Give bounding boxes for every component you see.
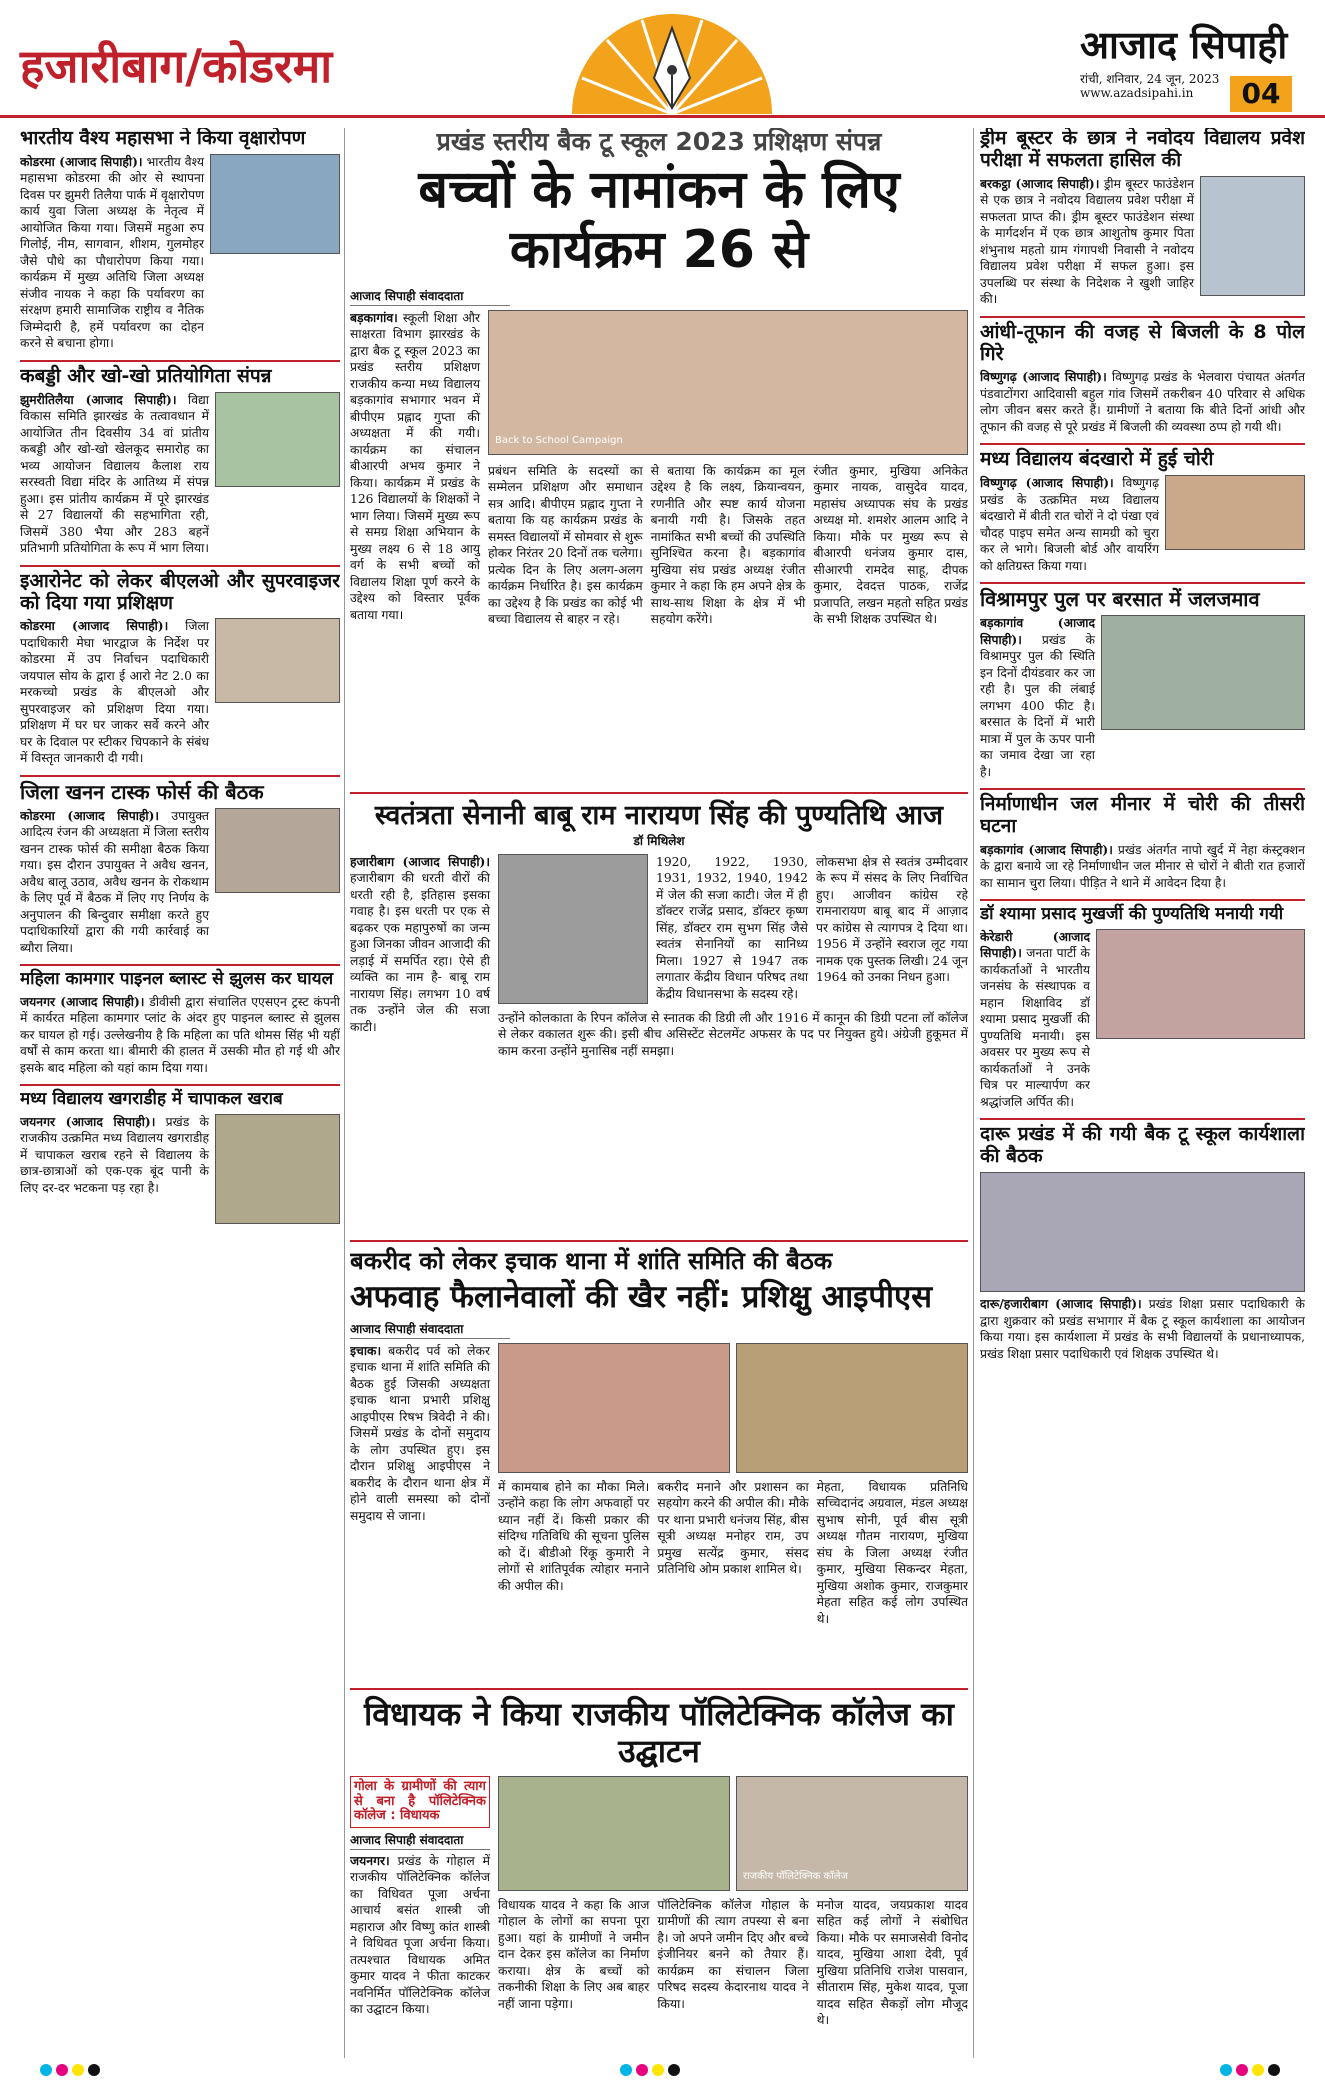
freedom-fighter-story [350,792,968,1232]
photo-peace-meeting-1 [498,1343,730,1473]
poly-headline: विधायक ने किया राजकीय पॉलिटेक्निक कॉलेज का उद्घाटन [364,1695,954,1770]
website-link[interactable]: www.azadsipahi.in [1080,86,1194,100]
article-text: विद्या विकास समिति झारखंड के तत्वावधान में आयोजित तीन दिवसीय 34 वां प्रांतीय कबड्डी और खो-खो खेलकूद समारोह का भव्य आयोजन विद्यालय कैलाश राय सरस्वती विद्या मंदिर के आतिथ्य में संपन्न हुआ। इस प्रांतीय कार्यक्रम में पूरे झारखंड से 27 विद्यालयों की सहभागिता रही, जिसमें 380 भैया और 283 बहनें प्रतिभागी प्रतियोगिता के रूप में भाग लिया। [20,392,209,556]
peace-committee-story [350,1240,968,1680]
photo-inauguration-1 [498,1776,730,1891]
photo-back-to-school [488,310,968,455]
article-text: बकरीद मनाने और प्रशासन का सहयोग करने की अपील की। मौके पर थाना प्रभारी धनंजय सिंह, बीस सूत्री अध्यक्ष मनोहर राम, उप प्रमुख सत्येंद्र कुमार, संसद प्रतिनिधि ओम प्रकाश शामिल थे। [657,1479,809,1577]
article-text: प्रखंड अंतर्गत नापो खुर्द में नेहा कंस्ट्रक्शन के द्वारा बनाये जा रहे निर्माणाधीन जल मीनार से चोरों ने बीती रात हजारों का सामान चुरा लिया। पीड़ित ने थाने में आवेदन दिया है। [980,842,1305,890]
article-text: स्कूली शिक्षा और साक्षरता विभाग झारखंड के द्वारा बैक टू स्कूल 2023 का प्रखंड स्तरीय प्रशिक्षण राजकीय कन्या मध्य विद्यालय बड़कागांव सभागार भवन में बीपीएम प्रह्लाद गुप्ता की अध्यक्षता में की गयी। कार्यक्रम का संचालन बीआरपी अभय कुमार ने किया। कार्यक्रम में प्रखंड के 126 विद्यालयों के शिक्षकों ने भाग लिया। जिसमें मुख्य रूप से समग्र शिक्षा अभियान के मुख्य लक्ष्य 6 से 18 आयु वर्ग के सभी बच्चों को विद्यालय शिक्षा पूर्ण करने के उद्देश्य को विस्तार पूर्वक बताया गया। [350,310,480,622]
headline-mukherjee: डॉ श्यामा प्रसाद मुखर्जी की पुण्यतिथि मनायी गयी [980,899,1305,925]
dateline: कोडरमा (आजाद सिपाही)। [20,618,169,634]
article-text: विष्णुगढ़ प्रखंड के भेलवारा पंचायत अंतर्गत पंडवाटोंगरा आदिवासी बहुल गांव जिसमें तकरीबन 40 परिवार से अधिक लोग जीवन बसर करते हैं। ग्रामीणों ने बताया कि बीते दिनों आंधी और तूफान की वजह से पूरे प्रखंड में बिजली की व्यवस्था ठप्प हो गयी थी। [980,370,1305,434]
article-text: उपायुक्त आदित्य रंजन की अध्यक्षता में जिला स्तरीय खनन टास्क फोर्स की समीक्षा बैठक किया गया। इस दौरान उपायुक्त ने अवैध खनन, अवैध बालू उठाव, अवैध खनन के रोकथाम के लिए पूर्व में बैठक में लिए गए निर्णय के अनुपालन की बिन्दुवार समीक्षा करते हुए पदाधिकारियों द्वारा की गयी कार्रवाई का ब्यौरा लिया। [20,808,209,955]
dateline: बड़कागांव। [350,309,398,325]
article-text: बकरीद पर्व को लेकर इचाक थाना में शांति समिति की बैठक हुई जिसकी अध्यक्षता इचाक थाना प्रभारी प्रशिक्षु आइपीएस रिषभ त्रिवेदी ने की। जिसमें प्रखंड के दोनों समुदाय के लोग उपस्थित हुए। इस दौरान प्रशिक्षु आइपीएस ने बकरीद के दौरान थाना क्षेत्र में होने वाली समस्या को दोनों समुदाय से जाना। [350,1343,490,1523]
headline-eronet: इआरोनेट को लेकर बीएलओ और सुपरवाइजर को दिया गया प्रशिक्षण [20,565,340,615]
section-title: हजारीबाग/कोडरमा [20,39,333,93]
photo-meeting [215,808,340,893]
registration-marks-right [1220,2064,1280,2078]
photo-workshop [980,1172,1305,1292]
article-text: से बताया कि कार्यक्रम का मूल उद्देश्य है कि लक्ष्य, क्रियान्वयन, रणनीति और स्पष्ट कार्य योजना बनायी गयी है। जिसके तहत नामांकित सभी बच्चों की उपस्थिति सुनिश्चित करना है। बड़कागांव मुखिया संघ प्रखंड अध्यक्ष रंजीत कुमार ने कहा कि हम अपने क्षेत्र के साथ-साथ शिक्षा के क्षेत्र में भी सहयोग करेंगे। [650,463,806,627]
photo-peace-meeting-2 [736,1343,968,1473]
article-text: जिला पदाधिकारी मेघा भारद्वाज के निर्देश पर कोडरमा में उप निर्वाचन पदाधिकारी जयपाल सोय के द्वारा ई आरो नेट 2.0 का मरकच्चो प्रखंड के बीएलओ और सुपरवाइजर को प्रशिक्षण दिया गया। प्रशिक्षण में घर घर जाकर सर्वे करने और घर के दिवाल पर स्टीकर चिपकाने के संबंध में विस्तृत जानकारी दी गयी। [20,619,209,766]
pen-nib-sunrise-icon [562,8,782,114]
headline-handpump: मध्य विद्यालय खगराडीह में चापाकल खराब [20,1084,340,1110]
dateline: झुमरीतिलैया (आजाद सिपाही)। [20,391,177,407]
article-text: में कामयाब होने का मौका मिले। उन्होंने कहा कि लोग अफवाहों पर ध्यान नहीं दें। किसी प्रकार की संदिग्ध गतिविधि की सूचना पुलिस को दें। बीडीओ रिंकू कुमारी ने लोगों से शांतिपूर्वक त्योहार मनाने की अपील की। [498,1479,650,1593]
article-text: मनोज यादव, जयप्रकाश यादव सहित कई लोगों ने संबोधित किया। मौके पर समाजसेवी विनोद यादव, मुखिया आशा देवी, पूर्व मुखिया प्रतिनिधि राजेश पासवान, सीताराम सिंह, मुकेश यादव, पूजा यादव सहित सैकड़ों लोग मौजूद थे। [816,1897,968,2028]
byline: आजाद सिपाही संवाददाता [350,1321,510,1339]
headline-theft: मध्य विद्यालय बंदखारो में हुई चोरी [980,443,1305,471]
student-photo [1200,176,1305,296]
photo-bridge [1101,615,1305,730]
column-divider [344,128,345,2058]
dateline: बड़कागांव (आजाद सिपाही)। [980,841,1113,857]
ipps-headline: अफवाह फैलानेवालों की खैर नहीं: प्रशिक्षु आइपीएस [350,1278,933,1315]
registration-marks-left [40,2064,100,2078]
pull-quote: गोला के ग्रामीणों की त्याग से बना है पॉलिटेक्निक कॉलेज : विधायक [350,1776,490,1829]
article-text: लोकसभा क्षेत्र से स्वतंत्र उम्मीदवार के रूप में संसद के लिए निर्वाचित हुए। आजीवन कांग्रेस रहे रामनारायण बाबू बाद में आज़ाद पर कांग्रेस से त्यागपत्र दे दिया था। 1956 में उन्होंने स्वराज लूट गया नामक एक पुस्तक लिखी। 24 जून 1964 को उनका निधन हुआ। [816,854,968,985]
byline: आजाद सिपाही संवाददाता [350,1832,490,1850]
headline-vaishya: भारतीय वैश्य महासभा ने किया वृक्षारोपण [20,128,306,149]
article-text: प्रखंड शिक्षा प्रसार पदाधिकारी के द्वारा शुक्रवार को प्रखंड सभागार में बैक टू स्कूल कार्यशाला का आयोजन किया गया। इस कार्यशाला में प्रखंड के सभी विद्यालयों के प्रधानाध्यापक, प्रखंड शिक्षा प्रसार पदाधिकारी एवं शिक्षक उपस्थित थे। [980,1297,1305,1361]
headline-bridge: विश्रामपुर पुल पर बरसात में जलजमाव [980,582,1305,611]
portrait-photo [498,854,648,1004]
registration-marks-center [620,2064,680,2078]
article-text: उन्होंने कोलकाता के रिपन कॉलेज से स्नातक की डिग्री ली और 1916 में कानून की डिग्री पटना लॉ कॉलेज से लेकर वकालत शुरू की। इसी बीच असिस्टेंट सेटलमेंट अफसर के पद पर नियुक्त हुये। अंग्रेजी हुकूमत में काम करना उन्होंने मुनासिब नहीं समझा। [498,1010,968,1058]
issue-date: रांची, शनिवार, 24 जून, 2023 [1080,72,1220,86]
article-text: विधायक यादव ने कहा कि आज गोहाल के लोगों का सपना पूरा हुआ। यहां के ग्रामीणों ने जमीन दान देकर इस कॉलेज का निर्माण कराया। क्षेत्र के बच्चों को तकनीकी शिक्षा के लिए अब बाहर नहीं जाना पड़ेगा। [498,1897,650,2011]
article-text: डीवीसी द्वारा संचालित एएसएन ट्रस्ट कंपनी में कार्यरत महिला कामगार प्लांट के अंदर हुए पाइनल ब्लास्ट से झुलस कर घायल हो गई। उल्लेखनीय है कि महिला का पति थोमस सिंह भी यहीं वर्षों से काम करता था। बीमारी की हालत में उसकी मौत हो गई थी और इसके बाद महिला को यहां काम दिया गया। [20,994,340,1075]
article-text: पॉलिटेक्निक कॉलेज गोहाल के ग्रामीणों की त्याग तपस्या से बना है। जो अपने जमीन दिए और बच्चे इंजीनियर बनने को तैयार हैं। कार्यक्रम का संचालन जिला परिषद सदस्य केदारनाथ यादव ने किया। [657,1897,809,2011]
article-text: ड्रीम बूस्टर फाउंडेशन से एक छात्र ने नवोदय विद्यालय प्रवेश परीक्षा में सफलता प्राप्त की। ड्रीम बूस्टर फाउंडेशन संस्था के मार्गदर्शन में एक छात्र आशुतोष कुमार पिता शंभुनाथ महतो ग्राम गंगापथी निवासी ने नवोदय विद्यालय प्रवेश परीक्षा में सफल हुआ। इस उपलब्धि पर संस्था के निदेशक ने खुशी जाहिर की। [980,176,1195,307]
right-column [980,128,1305,2058]
left-column [20,128,340,2058]
article-text: विष्णुगढ़ प्रखंड के उत्क्रमित मध्य विद्यालय बंदखारो में बीती रात चोरों ने दो पंखा एवं चौदह पाइप समेत अन्य सामग्री को चुरा कर ले भागे। बिजली बोर्ड और वायरिंग को क्षतिग्रस्त किया गया। [980,476,1159,573]
byline: आजाद सिपाही संवाददाता [350,288,510,306]
lead-headline: बच्चों के नामांकन के लिए कार्यक्रम 26 से [418,159,900,280]
photo-caption: राजकीय पॉलिटेक्निक कॉलेज [743,1871,848,1883]
dateline: दारू/हजारीबाग (आजाद सिपाही)। [980,1296,1142,1312]
dateline: बरकट्ठा (आजाद सिपाही)। [980,175,1100,191]
dateline: इचाक। [350,1342,382,1358]
headline-navodaya: ड्रीम बूस्टर के छात्र ने नवोदय विद्यालय प्रवेश परीक्षा में सफलता हासिल की [980,128,1305,171]
photo-inauguration-2 [736,1776,968,1891]
article-text: जनता पार्टी के कार्यकर्ताओं ने भारतीय जनसंघ के संस्थापक व महान शिक्षाविद डॉ श्यामा प्रसाद मुखर्जी की पुण्यतिथि मनायी। इस अवसर पर मुख्य रूप से कार्यकर्ताओं ने उनके चित्र पर माल्यार्पण कर श्रद्धांजलि अर्पित की। [980,946,1090,1109]
column-divider [973,128,974,2058]
dateline: हजारीबाग (आजाद सिपाही)। [350,853,490,869]
headline-kabaddi: कबड्डी और खो-खो प्रतियोगिता संपन्न [20,360,340,388]
headline-daru-workshop: दारू प्रखंड में की गयी बैक टू स्कूल कार्यशाला की बैठक [980,1118,1305,1168]
photo-kabaddi [215,392,340,487]
article-text: प्रखंड के विश्रामपुर पुल की स्थिति इन दिनों दीयंडवार कर जा रही है। पुल की लंबाई लगभग 400 फीट है। बरसात के दिनों में भारी मात्रा में पुल के ऊपर पानी का जमाव देखा जा रहा है। [980,632,1095,779]
lead-story [350,128,968,778]
photo-plantation [210,154,340,254]
dateline: जयनगर। [350,1852,390,1868]
photo-tribute [1096,929,1305,1039]
article-text: हजारीबाग की धरती वीरों की धरती रही है, इतिहास इसका गवाह है। इस धरती पर एक से बढ़कर एक महापुरुषों का जन्म हुआ जिनका जीवन आजादी की लड़ाई में समर्पित रहा। ऐसे ही व्यक्ति का नाम है- बाबू राम नारायण सिंह। लगभग 10 वर्ष तक उन्होंने जेल की सजा काटी। [350,871,490,1034]
photo-school [1165,475,1305,550]
photo-caption: Back to School Campaign [495,435,623,447]
article-text: प्रबंधन समिति के सदस्यों का सम्मेलन प्रशिक्षण और समाधान सत्र आदि। बीपीएम प्रह्लाद गुप्ता ने बताया कि यह कार्यक्रम प्रखंड के समस्त विद्यालयों में सोमवार से शुरू होकर निरंतर 20 दिनों तक चलेगा। प्रत्येक दिन के लिए अलग-अलग कार्यक्रम निर्धारित है। इस कार्यक्रम का उद्देश्य है कि प्रखंड का कोई भी बच्चा विद्यालय से बाहर न रहे। [488,463,643,627]
author: डॉ मिथिलेश [633,834,685,849]
dateline: केरेडारी (आजाद सिपाही)। [980,928,1090,961]
dateline: जयनगर (आजाद सिपाही)। [20,1113,156,1129]
headline-blast: महिला कामगार पाइनल ब्लास्ट से झुलस कर घायल [20,964,340,990]
polytechnic-story [350,1688,968,2058]
headline-water-tower: निर्माणाधीन जल मीनार में चोरी की तीसरी घटना [980,788,1305,838]
photo-handpump [215,1114,340,1224]
dateline: कोडरमा (आजाद सिपाही)। [20,153,143,169]
masthead [0,0,1325,118]
dateline: जयनगर (आजाद सिपाही)। [20,993,145,1009]
article-text: प्रखंड के राजकीय उत्क्रमित मध्य विद्यालय खगराडीह में चापाकल खराब रहने से विद्यालय के छात्र-छात्राओं को एक-एक बूंद पानी के लिए दर-दर भटकना पड़ रहा है। [20,1114,209,1195]
article-text: मेहता, विधायक प्रतिनिधि सच्चिदानंद अग्रवाल, मंडल अध्यक्ष सुभाष सोनी, पूर्व बीस सूत्री अध्यक्ष गौतम नारायण, मुखिया संघ के जिला अध्यक्ष रंजीत कुमार, मुखिया सिकन्दर मेहता, मुखिया अशोक कुमार, राजकुमार मेहता सहित कई लोग उपस्थित थे। [816,1479,968,1626]
ipps-kicker: बकरीद को लेकर इचाक थाना में शांति समिति की बैठक [350,1247,833,1275]
article-text: प्रखंड के गोहाल में राजकीय पॉलिटेक्निक कॉलेज का विधिवत पूजा अर्चना आचार्य बसंत शास्त्री जी महाराज और विष्णु कांत शास्त्री ने विधिवत पूजा अर्चना किया। तत्पश्चात विधायक अमित कुमार यादव ने फीता काटकर नवनिर्मित पॉलिटेक्निक कॉलेज का उद्घाटन किया। [350,1853,490,2017]
dateline: विष्णुगढ़ (आजाद सिपाही)। [980,475,1114,491]
article-text: 1920, 1922, 1930, 1931, 1932, 1940, 1942 में जेल की सजा काटी। जेल में ही डॉक्टर राजेंद्र प्रसाद, डॉक्टर कृष्ण सिंह, डॉक्टर राम सुभग सिंह जैसे स्वतंत्र सेनानियों का सानिध्य मिला। 1927 से 1947 तक लगातार केंद्रीय विधान परिषद तथा केंद्रीय विधानसभा के सदस्य रहे। [656,854,808,1001]
dateline: विष्णुगढ़ (आजाद सिपाही)। [980,369,1107,385]
headline-mining: जिला खनन टास्क फोर्स की बैठक [20,775,340,804]
article-text: भारतीय वैश्य महासभा कोडरमा की ओर से स्थापना दिवस पर झुमरी तिलैया पार्क में वृक्षारोपण कार्य युवा जिला अध्यक्ष के नेतृत्व में आयोजित किया गया। जिसमें महुआ रुप गिलोई, नीम, सागवान, शीशम, गुलमोहर जैसे पौधे का पौधारोपण किया गया। कार्यक्रम में मुख्य अतिथि जिला अध्यक्ष संजीव नायक ने कहा कि पर्यावरण का संरक्षण हमारी सामाजिक राष्ट्रीय व नैतिक जिम्मेदारी है, हमें पर्यावरण का दोहन करने से बचाना होगा। [20,154,204,351]
lead-kicker: प्रखंड स्तरीय बैक टू स्कूल 2023 प्रशिक्षण संपन्न [436,128,882,156]
newspaper-title: आजाद सिपाही [1080,23,1288,67]
article-text: रंजीत कुमार, मुखिया अनिकेत कुमार नायक, वासुदेव यादव, महासंघ अध्यापक संघ के प्रखंड अध्यक्ष मो. शमशेर आलम आदि ने किया। मौके पर मुख्य रूप से बीआरपी धनंजय कुमार दास, सीआरपी रामदेव साहू, दीपक कुमार, देवदत्त पाठक, राजेंद्र प्रजापति, लखन महतो सहित प्रखंड के सभी शिक्षक उपस्थित थे। [813,463,968,627]
dateline: बड़कागांव (आजाद सिपाही)। [980,615,1095,647]
page-number: 04 [1230,76,1292,112]
photo-training [215,618,340,703]
dateline: कोडरमा (आजाद सिपाही)। [20,807,160,823]
freedom-headline: स्वतंत्रता सेनानी बाबू राम नारायण सिंह की पुण्यतिथि आज [374,800,944,831]
headline-storm: आंधी-तूफान की वजह से बिजली के 8 पोल गिरे [980,316,1305,366]
